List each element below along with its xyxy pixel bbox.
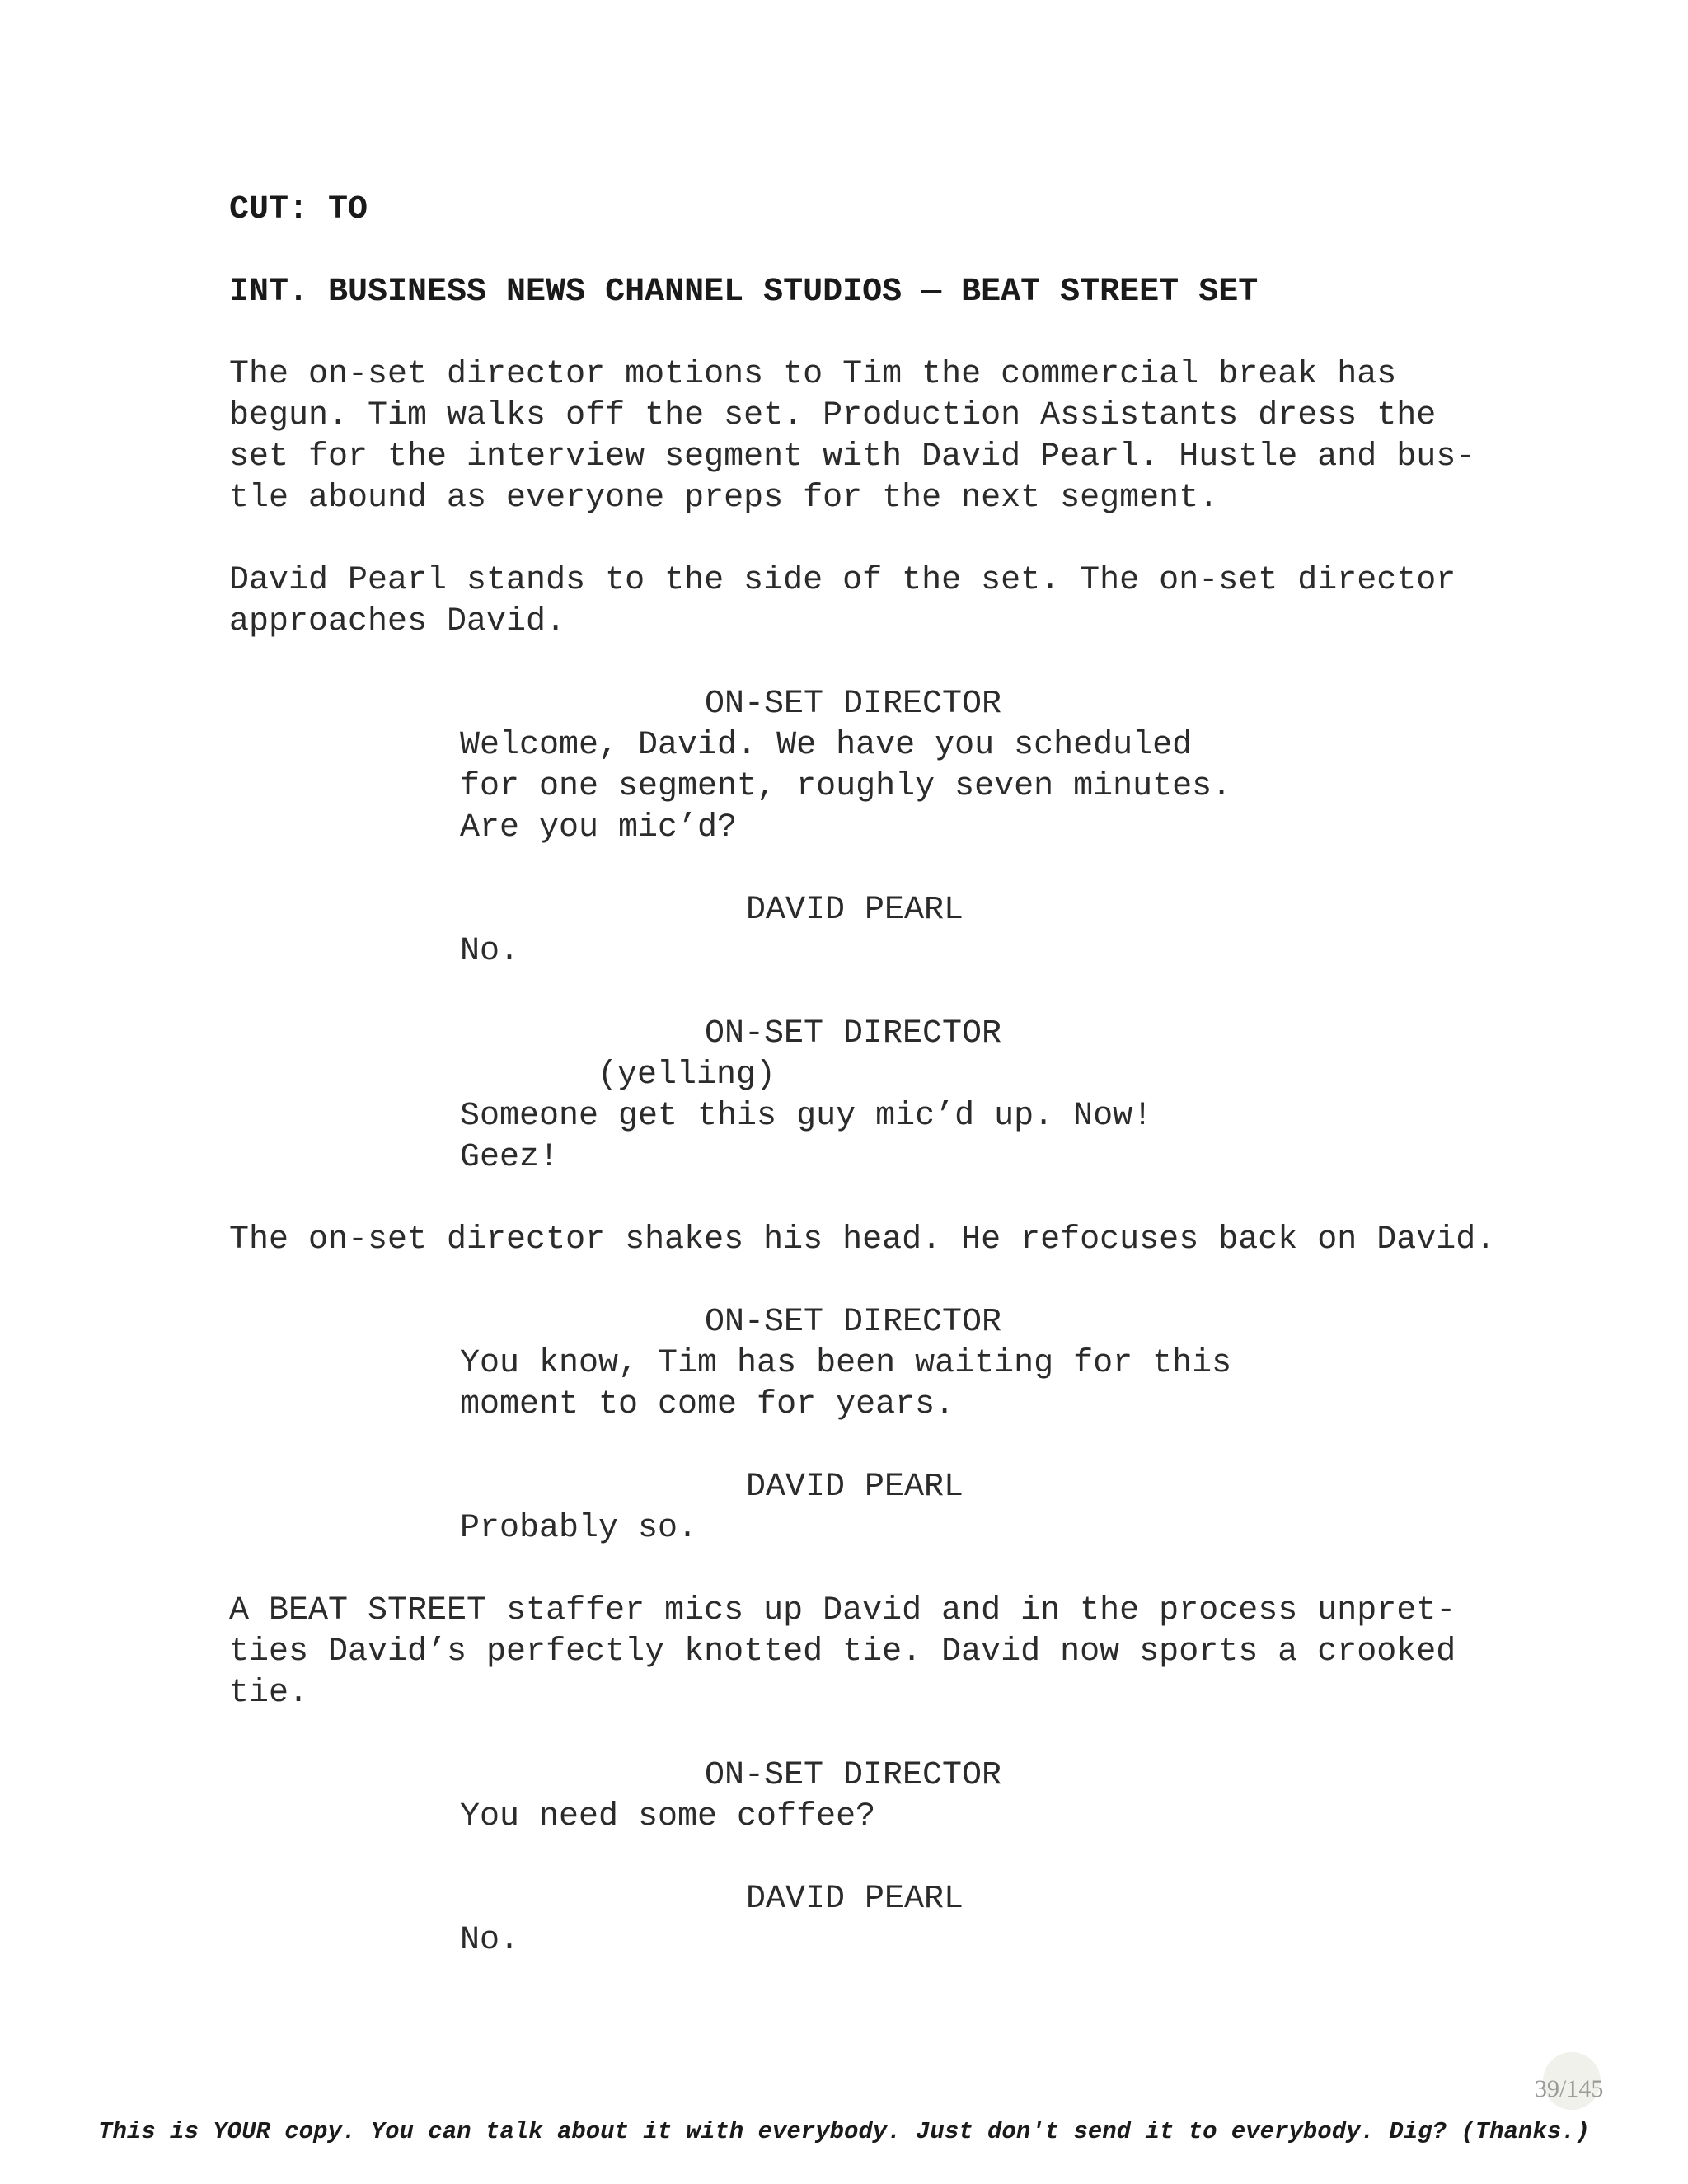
- character-name: ON-SET DIRECTOR: [705, 1304, 1002, 1341]
- action-line: The on-set director motions to Tim the commercial break has: [229, 356, 1397, 393]
- character-name: DAVID PEARL: [746, 1881, 964, 1918]
- character-name: DAVID PEARL: [746, 892, 964, 929]
- dialogue-line: Someone get this guy mic’d up. Now!: [460, 1098, 1153, 1135]
- action-line: ties David’s perfectly knotted tie. David now sports a crooked: [229, 1633, 1456, 1671]
- dialogue-line: You need some coffee?: [460, 1798, 876, 1835]
- character-name: ON-SET DIRECTOR: [705, 1015, 1002, 1052]
- dialogue-line: Welcome, David. We have you scheduled: [460, 727, 1193, 764]
- action-line: begun. Tim walks off the set. Production Assistants dress the: [229, 397, 1437, 434]
- dialogue-line: moment to come for years.: [460, 1386, 955, 1423]
- dialogue-line: Probably so.: [460, 1510, 698, 1547]
- page-number: 39/145: [1535, 2075, 1604, 2102]
- action-line: set for the interview segment with David Pearl. Hustle and bus-: [229, 438, 1476, 476]
- transition: CUT: TO: [229, 191, 368, 228]
- scene-heading: INT. BUSINESS NEWS CHANNEL STUDIOS — BEAT STREET SET: [229, 274, 1259, 311]
- dialogue-line: No.: [460, 1922, 520, 1959]
- dialogue-line: You know, Tim has been waiting for this: [460, 1345, 1232, 1382]
- parenthetical: (yelling): [598, 1057, 776, 1094]
- character-name: ON-SET DIRECTOR: [705, 1757, 1002, 1794]
- dialogue-line: No.: [460, 933, 520, 970]
- action-line: A BEAT STREET staffer mics up David and in the process unpret-: [229, 1592, 1456, 1629]
- action-line: David Pearl stands to the side of the set. The on-set director: [229, 562, 1456, 599]
- character-name: ON-SET DIRECTOR: [705, 686, 1002, 723]
- action-line: tle abound as everyone preps for the next segment.: [229, 480, 1219, 517]
- action-line: approaches David.: [229, 603, 566, 640]
- character-name: DAVID PEARL: [746, 1469, 964, 1506]
- footer-notice: This is YOUR copy. You can talk about it with everybody. Just don't send it to everybody. Dig? (Thanks.): [98, 2118, 1590, 2145]
- action-line: The on-set director shakes his head. He refocuses back on David.: [229, 1221, 1496, 1258]
- dialogue-line: for one segment, roughly seven minutes.: [460, 768, 1232, 805]
- dialogue-line: Are you mic’d?: [460, 809, 738, 846]
- action-line: tie.: [229, 1675, 309, 1712]
- dialogue-line: Geez!: [460, 1139, 560, 1176]
